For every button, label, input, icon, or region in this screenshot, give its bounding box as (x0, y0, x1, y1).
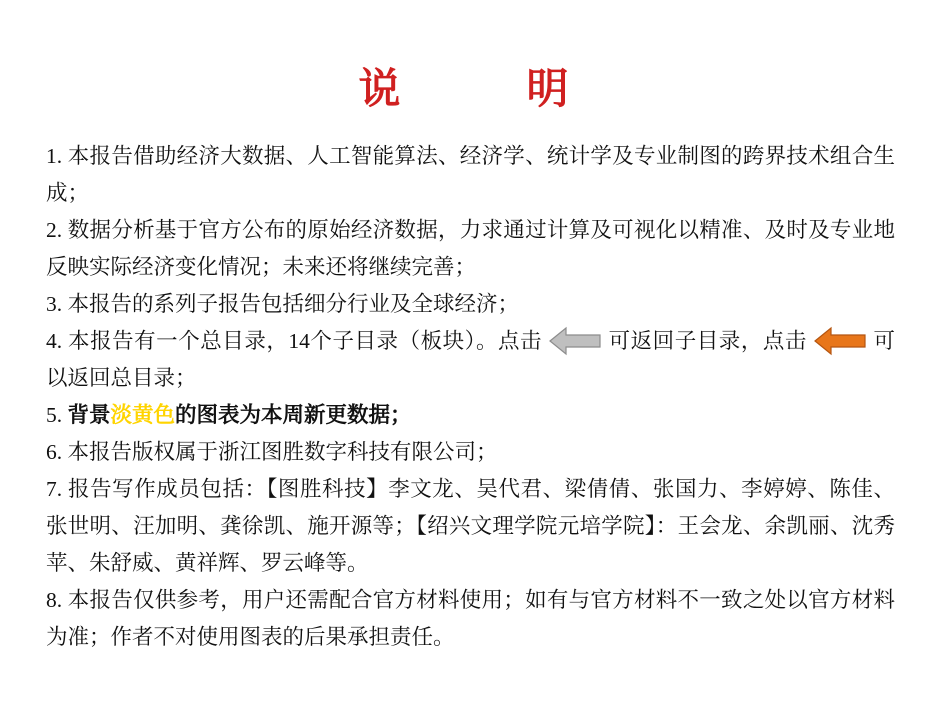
paragraph-5-seg-2-highlight: 淡黄色 (110, 402, 176, 427)
paragraph-8: 8. 本报告仅供参考，用户还需配合官方材料使用；如有与官方材料不一致之处以官方材料为准；作者不对使用图表的后果承担责任。 (46, 587, 895, 649)
paragraph-3: 3. 本报告的系列子报告包括细分行业及全球经济； (46, 291, 520, 316)
paragraph-5 (46, 397, 895, 434)
gray-left-arrow-icon[interactable] (548, 326, 602, 356)
page-title: 说 明 (358, 67, 583, 113)
paragraph-4-middle: 可返回子目录，点击 (608, 328, 807, 353)
paragraph-4-prefix: 4. 本报告有一个总目录，14个子目录（板块）。点击 (46, 328, 543, 353)
paragraph-4-suffix: 可以返回总目录； (46, 328, 895, 390)
paragraph-5-seg-3: 的图表为本周新更数据； (175, 402, 412, 427)
paragraph-2: 2. 数据分析基于官方公布的原始经济数据，力求通过计算及可视化以精准、及时及专业地反映实际经济变化情况；未来还将继续完善； (46, 217, 895, 279)
paragraph-5-seg-0: 5. (46, 402, 68, 427)
body-text-block (0, 124, 941, 656)
paragraph-5-seg-1: 背景 (67, 402, 111, 427)
paragraph-7: 7. 报告写作成员包括：【图胜科技】李文龙、吴代君、梁倩倩、张国力、李婷婷、陈佳、张世明、汪加明、龚徐凯、施开源等；【绍兴文理学院元培学院】：王会龙、余凯丽、沈秀苹、朱舒威、黄祥辉、罗云峰等。 (46, 476, 895, 575)
paragraph-6: 6. 本报告版权属于浙江图胜数字科技有限公司； (46, 439, 498, 464)
paragraph-4 (46, 323, 895, 397)
orange-left-arrow-icon[interactable] (813, 326, 867, 356)
paragraph-1: 1. 本报告借助经济大数据、人工智能算法、经济学、统计学及专业制图的跨界技术组合生成； (46, 144, 895, 205)
